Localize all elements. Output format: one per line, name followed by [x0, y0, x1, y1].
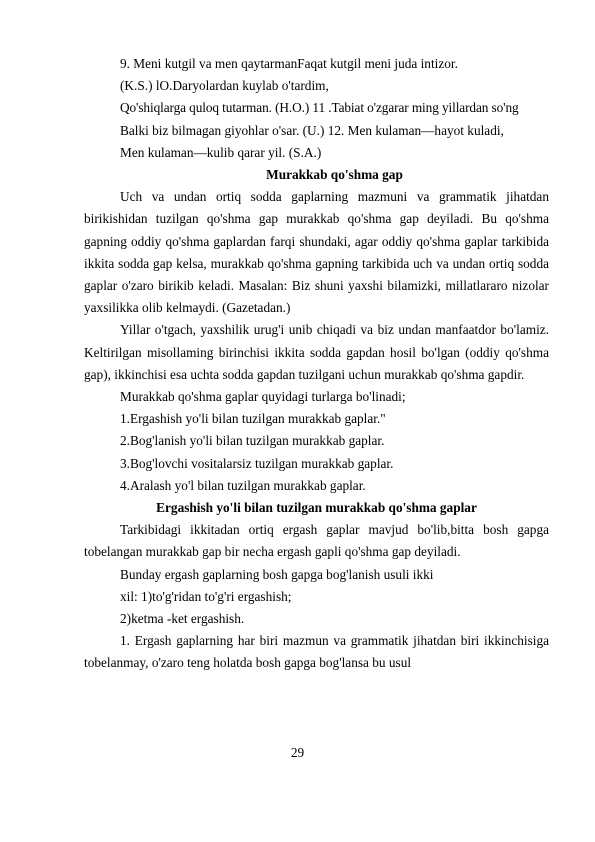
poem-line-2: (K.S.) lO.Daryolardan kuylab o'tardim,: [120, 78, 329, 94]
paragraph-xil: xil: 1)to'g'ridan to'g'ri ergashish;: [120, 588, 292, 604]
list-intro: Murakkab qo'shma gaplar quyidagi turlarga bo'linadi;: [120, 389, 406, 405]
poem-line-5: Men kulaman—kulib qarar yil. (S.A.): [120, 144, 322, 160]
list-item-3: 3.Bog'lovchi vositalarsiz tuzilgan murakkab gaplar.: [120, 455, 394, 471]
paragraph-example: Yillar o'tgach, yaxshilik urug'i unib chiqadi va biz undan manfaatdor bo'lamiz. Keltirilgan misollaming birinchisi ikkita sodda gapdan hosil bo'lgan (oddiy qo'shma gap), ikkinchisi esa uchta sodda gapdan tuzilgani uchun murakkab qo'shma gapdir.: [84, 322, 549, 382]
paragraph-bog-lanish: Bunday ergash gaplarning bosh gapga bog'lanish usuli ikki: [120, 566, 434, 582]
paragraph-ergash-definition: Tarkibidagi ikkitadan ortiq ergash gaplar mavjud bo'lib,bitta bosh gapga tobelangan murakkab gap bir necha ergash gapli qo'shma gap deyiladi.: [84, 522, 549, 560]
list-item-4: 4.Aralash yo'l bilan tuzilgan murakkab gaplar.: [120, 477, 366, 493]
page-number: 29: [290, 745, 305, 760]
list-item-2: 2.Bog'lanish yo'li bilan tuzilgan murakkab gaplar.: [120, 433, 385, 449]
poem-line-1: 9. Meni kutgil va men qaytarmanFaqat kutgil meni juda intizor.: [120, 56, 458, 71]
paragraph-ergash-usul: 1. Ergash gaplarning har biri mazmun va grammatik jihatdan biri ikkinchisiga tobelanmay, o'zaro teng holatda bosh gapga bog'lansa bu usul: [84, 633, 549, 671]
poem-line-4: Balki biz bilmagan giyohlar o'sar. (U.) 12. Men kulaman—hayot kuladi,: [120, 122, 504, 138]
page-body: [84, 53, 549, 675]
poem-line-3: Qo'shiqlarga quloq tutarman. (H.O.) 11 .Tabiat o'zgarar ming yillardan so'ng: [120, 100, 519, 116]
section-heading-ergashish: Ergashish yo'li bilan tuzilgan murakkab qo'shma gaplar: [156, 500, 477, 516]
list-item-1: 1.Ergashish yo'li bilan tuzilgan murakkab gaplar.": [120, 411, 386, 427]
paragraph-ketma-ket: 2)ketma -ket ergashish.: [120, 611, 245, 627]
paragraph-definition: Uch va undan ortiq sodda gaplarning mazmuni va grammatik jihatdan birikishidan tuzilgan qo'shma gap murakkab qo'shma gap deyiladi. Bu qo'shma gapning oddiy qo'shma gaplardan farqi shundaki, agar oddiy qo'shma gaplar tarkibida ikkita sodda gap kelsa, murakkab qo'shma gapning tarkibida uch va undan ortiq sodda gaplar o'zaro birikib keladi. Masalan: Biz shuni yaxshi bilamizki, millatlararo nizolar yaxsilikka olib kelmaydi. (Gazetadan.): [84, 189, 549, 316]
section-heading-murakkab: Murakkab qo'shma gap: [266, 167, 403, 183]
